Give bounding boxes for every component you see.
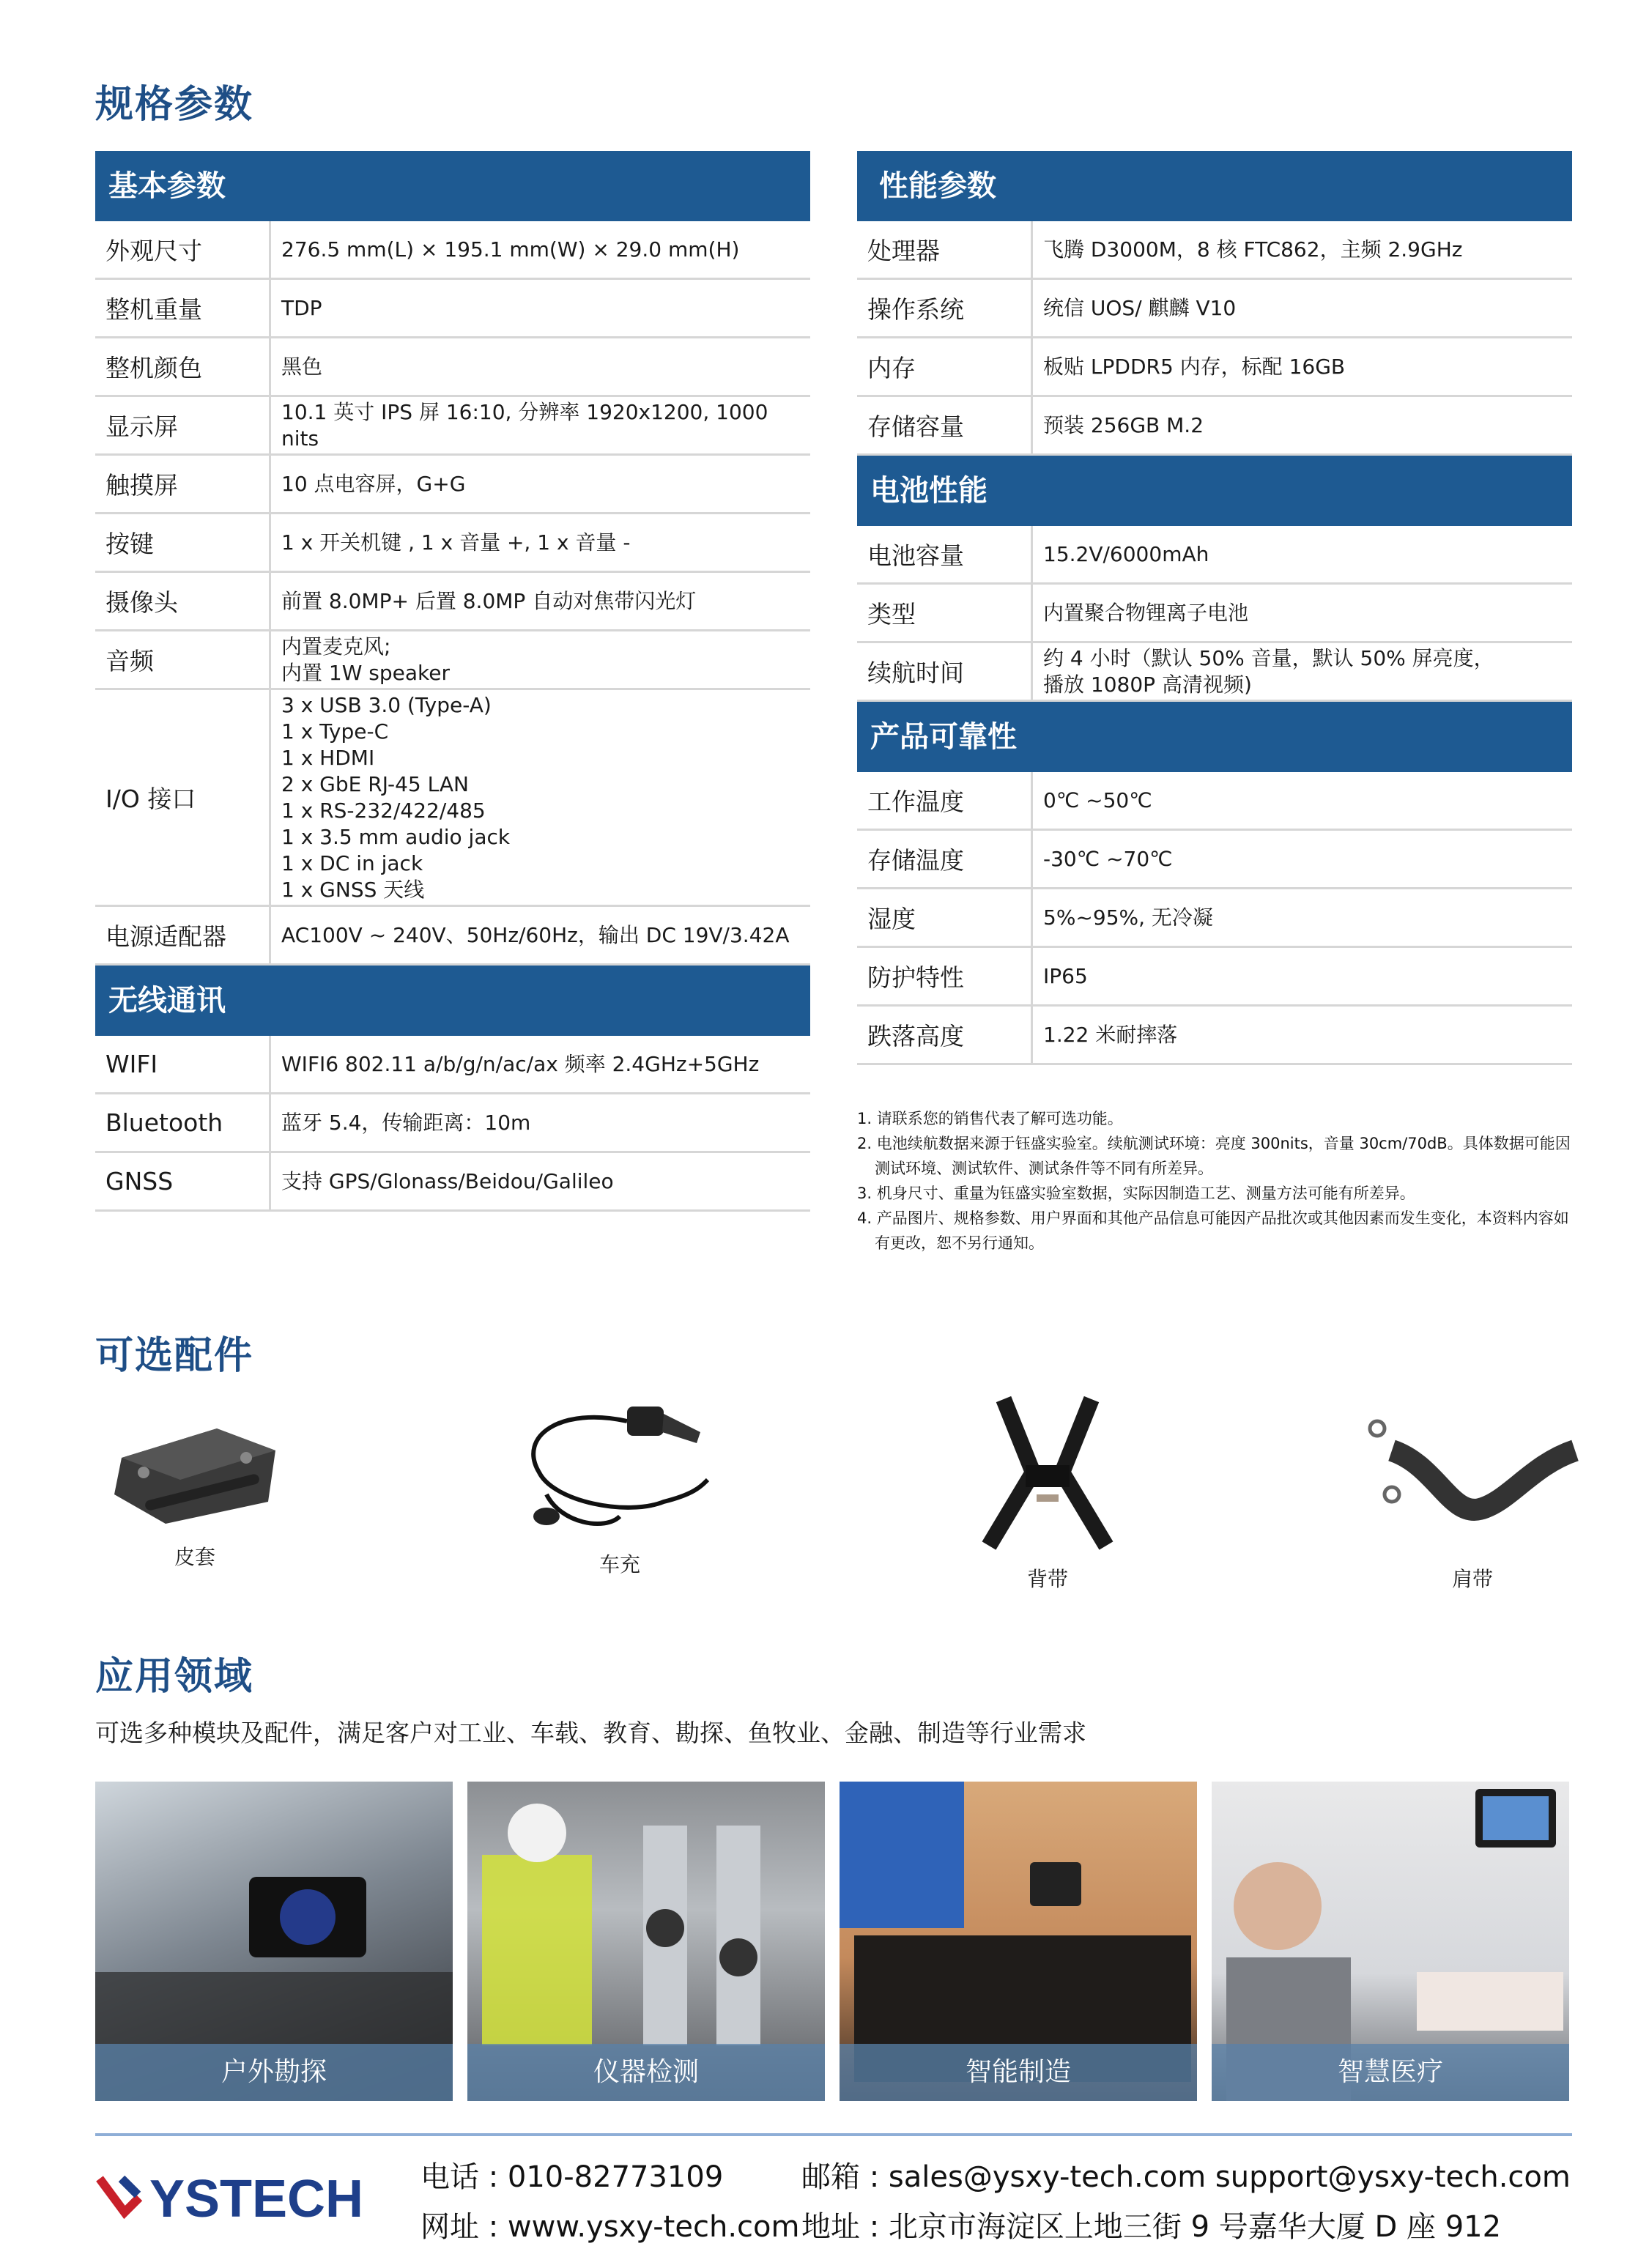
spec-value-line: 3 x USB 3.0 (Type-A) xyxy=(281,692,492,717)
accessory-label: 车充 xyxy=(599,1552,640,1576)
spec-row xyxy=(857,338,1572,397)
spec-value-line: IP65 xyxy=(1043,963,1088,988)
spec-value-line: 约 4 小时（默认 50% 音量，默认 50% 屏亮度， xyxy=(1043,645,1494,670)
spec-key: WIFI xyxy=(95,1036,271,1092)
spec-row xyxy=(95,514,810,573)
spec-row xyxy=(857,585,1572,643)
spec-value xyxy=(271,397,810,453)
spec-value xyxy=(271,514,810,571)
spec-value xyxy=(1033,1007,1572,1063)
spec-value-line: TDP xyxy=(281,295,322,320)
wireless-header: 无线通讯 xyxy=(95,966,810,1036)
spec-row xyxy=(95,221,810,280)
spec-row xyxy=(95,907,810,966)
basic-spec-header: 基本参数 xyxy=(95,151,810,221)
spec-row xyxy=(95,573,810,631)
logo-text: YSTECH xyxy=(149,2170,364,2227)
spec-key: 防护特性 xyxy=(857,948,1033,1004)
spec-row xyxy=(857,772,1572,831)
spec-row xyxy=(857,1007,1572,1065)
footer-email[interactable]: 邮箱 : sales@ysxy-tech.com support@ysxy-tech.com xyxy=(801,2160,1571,2194)
spec-value-line: 飞腾 D3000M，8 核 FTC862，主频 2.9GHz xyxy=(1043,237,1463,262)
spec-key: 湿度 xyxy=(857,889,1033,946)
car-charger-image xyxy=(517,1392,722,1538)
spec-key: 外观尺寸 xyxy=(95,221,271,278)
spec-key: 整机颜色 xyxy=(95,338,271,395)
spec-value xyxy=(1033,772,1572,829)
spec-key: GNSS xyxy=(95,1153,271,1209)
spec-key: 存储温度 xyxy=(857,831,1033,887)
spec-row xyxy=(857,643,1572,702)
spec-row xyxy=(95,456,810,514)
spec-value xyxy=(1033,221,1572,278)
spec-row xyxy=(95,1153,810,1212)
app-caption: 智慧医疗 xyxy=(1212,2044,1569,2101)
battery-header: 电池性能 xyxy=(857,456,1572,526)
spec-key: 存储容量 xyxy=(857,397,1033,453)
spec-key: 类型 xyxy=(857,585,1033,641)
spec-key: 电源适配器 xyxy=(95,907,271,963)
spec-value xyxy=(1033,585,1572,641)
footnote: 2. 电池续航数据来源于钰盛实验室。续航测试环境：亮度 300nits，音量 30cm/70dB。具体数据可能因测试环境、测试软件、测试条件等不同有所差异。 xyxy=(857,1135,1571,1177)
spec-row xyxy=(95,1094,810,1153)
performance-header: 性能参数 xyxy=(857,151,1572,221)
footer-divider xyxy=(95,2133,1572,2136)
spec-value-line: 1 x GNSS 天线 xyxy=(281,877,425,902)
spec-key: 工作温度 xyxy=(857,772,1033,829)
spec-value xyxy=(1033,526,1572,582)
app-instrument-inspection xyxy=(467,1782,825,2101)
spec-value-line: 1 x 3.5 mm audio jack xyxy=(281,824,511,849)
accessories-title: 可选配件 xyxy=(95,1334,254,1378)
spec-value-line: 10.1 英寸 IPS 屏 16:10, 分辨率 1920x1200, 1000 nits xyxy=(281,399,768,451)
spec-key: 整机重量 xyxy=(95,280,271,336)
case-image xyxy=(100,1407,290,1531)
spec-value-line: 蓝牙 5.4，传输距离：10m xyxy=(281,1110,531,1135)
spec-value xyxy=(271,907,810,963)
footnote: 4. 产品图片、规格参数、用户界面和其他产品信息可能因产品批次或其他因素而发生变化，本资料内容如有更改，恕不另行通知。 xyxy=(857,1209,1569,1252)
performance-spec-table xyxy=(857,151,1572,1065)
spec-value xyxy=(271,280,810,336)
app-caption: 智能制造 xyxy=(840,2044,1197,2101)
reliability-header: 产品可靠性 xyxy=(857,702,1572,772)
accessory-label: 皮套 xyxy=(174,1545,215,1569)
spec-key: 电池容量 xyxy=(857,526,1033,582)
spec-row xyxy=(857,831,1572,889)
spec-row xyxy=(95,338,810,397)
spec-row xyxy=(95,631,810,690)
spec-value xyxy=(271,338,810,395)
footnote: 1. 请联系您的销售代表了解可选功能。 xyxy=(857,1110,1123,1127)
spec-value xyxy=(271,1153,810,1209)
spec-value xyxy=(1033,643,1572,700)
spec-key: 显示屏 xyxy=(95,397,271,453)
spec-value-line: 1 x 开关机键 , 1 x 音量 +, 1 x 音量 - xyxy=(281,530,631,555)
spec-row xyxy=(95,690,810,907)
spec-value xyxy=(1033,948,1572,1004)
spec-key: 摄像头 xyxy=(95,573,271,629)
accessory-shoulder-strap xyxy=(1363,1407,1582,1593)
spec-value-line: 前置 8.0MP+ 后置 8.0MP 自动对焦带闪光灯 xyxy=(281,588,697,613)
spec-value-line: 统信 UOS/ 麒麟 V10 xyxy=(1043,295,1237,320)
spec-row xyxy=(95,280,810,338)
spec-key: 触摸屏 xyxy=(95,456,271,512)
spec-key: I/O 接口 xyxy=(95,690,271,905)
app-outdoor-exploration xyxy=(95,1782,453,2101)
spec-value-line: 276.5 mm(L) × 195.1 mm(W) × 29.0 mm(H) xyxy=(281,237,740,262)
spec-key: 跌落高度 xyxy=(857,1007,1033,1063)
spec-key: 续航时间 xyxy=(857,643,1033,700)
spec-value-line: 1 x HDMI xyxy=(281,745,375,770)
spec-value xyxy=(1033,397,1572,453)
spec-title: 规格参数 xyxy=(95,83,254,127)
accessory-harness xyxy=(938,1392,1157,1593)
company-logo xyxy=(95,2168,374,2230)
spec-value xyxy=(271,573,810,629)
app-smart-manufacturing xyxy=(840,1782,1197,2101)
spec-value-line: -30℃ ~70℃ xyxy=(1043,846,1173,871)
ystech-logo-icon xyxy=(95,2168,374,2227)
spec-value-line: 1 x RS-232/422/485 xyxy=(281,798,486,823)
accessory-case xyxy=(85,1407,305,1571)
spec-value-line: 板贴 LPDDR5 内存，标配 16GB xyxy=(1043,354,1346,379)
footnote: 3. 机身尺寸、重量为钰盛实验室数据，实际因制造工艺、测量方法可能有所差异。 xyxy=(857,1185,1415,1202)
spec-value-line: 10 点电容屏，G+G xyxy=(281,471,466,496)
spec-value-line: 15.2V/6000mAh xyxy=(1043,541,1209,566)
spec-key: 操作系统 xyxy=(857,280,1033,336)
spec-row xyxy=(95,397,810,456)
spec-value xyxy=(1033,831,1572,887)
spec-value xyxy=(271,456,810,512)
spec-key: 按键 xyxy=(95,514,271,571)
footer-phone: 电话 : 010-82773109 xyxy=(420,2160,724,2194)
spec-value xyxy=(271,221,810,278)
spec-row xyxy=(857,397,1572,456)
spec-value-line: 内置麦克风; xyxy=(281,634,391,659)
spec-value-line: 黑色 xyxy=(281,354,323,379)
spec-key: Bluetooth xyxy=(95,1094,271,1151)
spec-value-line: 预装 256GB M.2 xyxy=(1043,412,1204,437)
spec-value-line: 2 x GbE RJ-45 LAN xyxy=(281,771,469,796)
footnotes xyxy=(857,1106,1575,1256)
applications-subtitle: 可选多种模块及配件，满足客户对工业、车载、教育、勘探、鱼牧业、金融、制造等行业需求 xyxy=(95,1719,1086,1747)
spec-value xyxy=(271,631,810,688)
spec-value xyxy=(271,690,810,905)
spec-value xyxy=(1033,889,1572,946)
spec-value-line: 1 x Type-C xyxy=(281,719,389,744)
spec-row xyxy=(857,526,1572,585)
app-smart-healthcare xyxy=(1212,1782,1569,2101)
spec-value-line: 内置聚合物锂离子电池 xyxy=(1043,600,1249,625)
spec-value-line: AC100V ~ 240V、50Hz/60Hz，输出 DC 19V/3.42A xyxy=(281,922,790,947)
harness-image xyxy=(945,1392,1150,1553)
spec-value xyxy=(1033,338,1572,395)
spec-key: 音频 xyxy=(95,631,271,688)
spec-value xyxy=(271,1094,810,1151)
app-caption: 户外勘探 xyxy=(95,2044,453,2101)
spec-row xyxy=(857,280,1572,338)
spec-value-line: 内置 1W speaker xyxy=(281,660,451,685)
spec-row xyxy=(857,948,1572,1007)
spec-value xyxy=(271,1036,810,1092)
spec-value-line: 0℃ ~50℃ xyxy=(1043,788,1152,812)
footer-website[interactable]: 网址 : www.ysxy-tech.com xyxy=(420,2210,800,2244)
spec-value-line: 1.22 米耐摔落 xyxy=(1043,1022,1178,1047)
spec-value-line: 播放 1080P 高清视频) xyxy=(1043,672,1252,697)
spec-row xyxy=(95,1036,810,1094)
spec-value-line: 支持 GPS/Glonass/Beidou/Galileo xyxy=(281,1168,614,1193)
footer-address: 地址 : 北京市海淀区上地三街 9 号嘉华大厦 D 座 912 xyxy=(801,2210,1502,2244)
spec-value-line: WIFI6 802.11 a/b/g/n/ac/ax 频率 2.4GHz+5GHz xyxy=(281,1051,760,1076)
basic-spec-table xyxy=(95,151,810,1212)
spec-value-line: 5%~95%, 无冷凝 xyxy=(1043,905,1213,930)
accessory-label: 肩带 xyxy=(1451,1567,1493,1591)
spec-key: 内存 xyxy=(857,338,1033,395)
spec-key: 处理器 xyxy=(857,221,1033,278)
spec-value xyxy=(1033,280,1572,336)
shoulder-strap-image xyxy=(1363,1407,1582,1553)
spec-row xyxy=(857,889,1572,948)
applications-title: 应用领域 xyxy=(95,1655,254,1699)
accessory-label: 背带 xyxy=(1026,1567,1068,1591)
spec-value-line: 1 x DC in jack xyxy=(281,850,423,875)
spec-row xyxy=(857,221,1572,280)
app-caption: 仪器检测 xyxy=(467,2044,825,2101)
accessory-car-charger xyxy=(510,1392,730,1578)
